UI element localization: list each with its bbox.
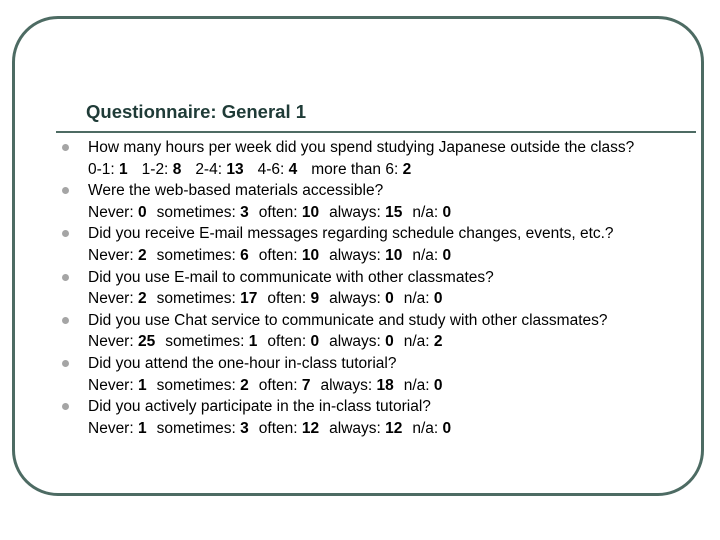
answer-label: sometimes: (156, 246, 236, 264)
answer-label: 1-2: (141, 160, 169, 178)
answer-label: 4-6: (257, 160, 285, 178)
answer-count: 2 (240, 376, 249, 394)
bullet-icon (62, 187, 69, 194)
answer-option (412, 247, 451, 264)
question-text: How many hours per week did you spend studying Japanese outside the class? (88, 139, 635, 156)
answer-line (88, 331, 698, 353)
answer-count: 2 (433, 333, 443, 351)
answer-option (311, 161, 411, 178)
answer-label: sometimes: (165, 333, 245, 351)
answer-label: often: (258, 376, 298, 394)
answer-count: 17 (240, 290, 258, 308)
answer-label: n/a: (412, 203, 439, 221)
question-text: Did you receive E-mail messages regarding schedule changes, events, etc.? (88, 225, 614, 243)
list-item (58, 396, 698, 439)
answer-count: 10 (385, 246, 403, 264)
answer-count: 1 (137, 376, 147, 394)
answer-label: Never: (88, 246, 134, 264)
answer-count: 0 (385, 333, 394, 351)
answer-option (88, 333, 155, 350)
answer-option (165, 333, 257, 350)
answer-option (259, 420, 319, 437)
question-text: Did you actively participate in the in-class tutorial? (88, 398, 431, 416)
answer-count: 12 (385, 419, 403, 437)
bullet-icon (62, 360, 69, 367)
answer-label: always: (329, 246, 381, 264)
answer-count: 12 (301, 419, 320, 437)
answer-option (412, 420, 451, 437)
bullet-icon (62, 317, 69, 324)
answer-label: always: (329, 419, 381, 437)
answer-option (329, 247, 402, 264)
answer-count: 25 (137, 333, 156, 351)
answer-count: 18 (376, 376, 394, 394)
answer-option (321, 377, 394, 394)
answer-option (259, 377, 311, 394)
list-item (58, 353, 698, 396)
answer-line (88, 288, 698, 310)
answer-count: 0 (433, 290, 443, 308)
answer-option (329, 290, 394, 307)
answer-option (267, 333, 319, 350)
answer-label: more than 6: (311, 160, 399, 178)
answer-option (88, 204, 147, 221)
answer-line (88, 418, 698, 440)
answer-count: 8 (172, 160, 182, 178)
answer-label: Never: (88, 376, 134, 394)
answer-count: 0 (137, 203, 147, 221)
answer-option (157, 204, 249, 221)
answer-count: 0 (385, 290, 394, 308)
answer-option (88, 420, 147, 437)
answer-count: 2 (137, 246, 147, 264)
answer-label: often: (267, 333, 307, 351)
answer-label: sometimes: (156, 203, 236, 221)
answer-label: sometimes: (156, 290, 236, 308)
answer-label: n/a: (403, 290, 430, 308)
question-text: Did you use E-mail to communicate with other classmates? (88, 268, 494, 286)
answer-option (329, 420, 402, 437)
answer-option (142, 161, 182, 178)
list-item (58, 267, 698, 310)
answer-option (88, 161, 128, 178)
answer-option (258, 161, 298, 178)
answer-count: 3 (240, 419, 249, 437)
answer-count: 1 (137, 419, 147, 437)
answer-line (88, 159, 698, 181)
answer-option (404, 333, 443, 350)
answer-count: 13 (226, 160, 244, 178)
answer-option (259, 247, 319, 264)
list-item (58, 223, 698, 266)
answer-option (157, 247, 249, 264)
question-text: Did you attend the one-hour in-class tutorial? (88, 354, 397, 372)
answer-count: 10 (301, 203, 320, 221)
answer-label: 2-4: (195, 160, 223, 178)
answer-count: 0 (310, 333, 320, 351)
answer-count: 0 (442, 203, 452, 221)
answer-option (157, 377, 249, 394)
answer-option (259, 204, 319, 221)
answer-option (157, 290, 258, 307)
list-item (58, 137, 698, 180)
answer-label: n/a: (403, 333, 430, 351)
answer-line (88, 245, 698, 267)
answer-option (329, 333, 394, 350)
answer-label: always: (329, 333, 381, 351)
slide-title: Questionnaire: General 1 (86, 101, 307, 122)
answer-option (195, 161, 243, 178)
answer-label: Never: (88, 203, 134, 221)
answer-label: always: (329, 203, 381, 221)
answer-count: 1 (119, 160, 128, 178)
bullet-icon (62, 144, 69, 151)
answer-label: sometimes: (156, 419, 236, 437)
answer-label: n/a: (403, 376, 430, 394)
answer-label: Never: (88, 333, 134, 351)
answer-label: often: (258, 246, 298, 264)
answer-option (88, 247, 147, 264)
list-item (58, 180, 698, 223)
answer-label: n/a: (412, 419, 439, 437)
bullet-icon (62, 403, 69, 410)
answer-label: sometimes: (156, 376, 236, 394)
answer-label: n/a: (412, 246, 439, 264)
title-divider (56, 131, 696, 133)
answer-count: 0 (442, 419, 452, 437)
answer-label: 0-1: (88, 160, 115, 178)
answer-label: often: (267, 290, 307, 308)
answer-count: 1 (248, 333, 258, 351)
answer-option (404, 290, 443, 307)
answer-label: Never: (88, 419, 134, 437)
answer-option (88, 290, 147, 307)
answer-count: 4 (288, 160, 298, 178)
question-list (58, 137, 698, 439)
answer-label: often: (258, 203, 298, 221)
answer-count: 0 (433, 376, 443, 394)
list-item (58, 310, 698, 353)
answer-option (329, 204, 402, 221)
answer-option (267, 290, 319, 307)
question-text: Did you use Chat service to communicate and study with other classmates? (88, 311, 608, 329)
bullet-icon (62, 230, 69, 237)
bullet-icon (62, 274, 69, 281)
answer-label: always: (320, 376, 373, 394)
answer-option (157, 420, 249, 437)
answer-line (88, 375, 698, 397)
answer-line (88, 202, 698, 224)
answer-count: 10 (301, 246, 320, 264)
question-text: Were the web-based materials accessible? (88, 182, 384, 200)
answer-option (412, 204, 451, 221)
answer-option (404, 377, 443, 394)
answer-label: Never: (88, 290, 134, 308)
answer-count: 9 (310, 290, 320, 308)
answer-count: 6 (240, 246, 249, 264)
answer-label: often: (258, 419, 298, 437)
answer-count: 2 (137, 290, 147, 308)
answer-count: 3 (240, 203, 249, 221)
answer-label: always: (329, 290, 381, 308)
answer-count: 15 (385, 203, 403, 221)
answer-count: 2 (402, 160, 412, 178)
answer-count: 7 (301, 376, 311, 394)
answer-option (88, 377, 147, 394)
answer-count: 0 (442, 246, 452, 264)
